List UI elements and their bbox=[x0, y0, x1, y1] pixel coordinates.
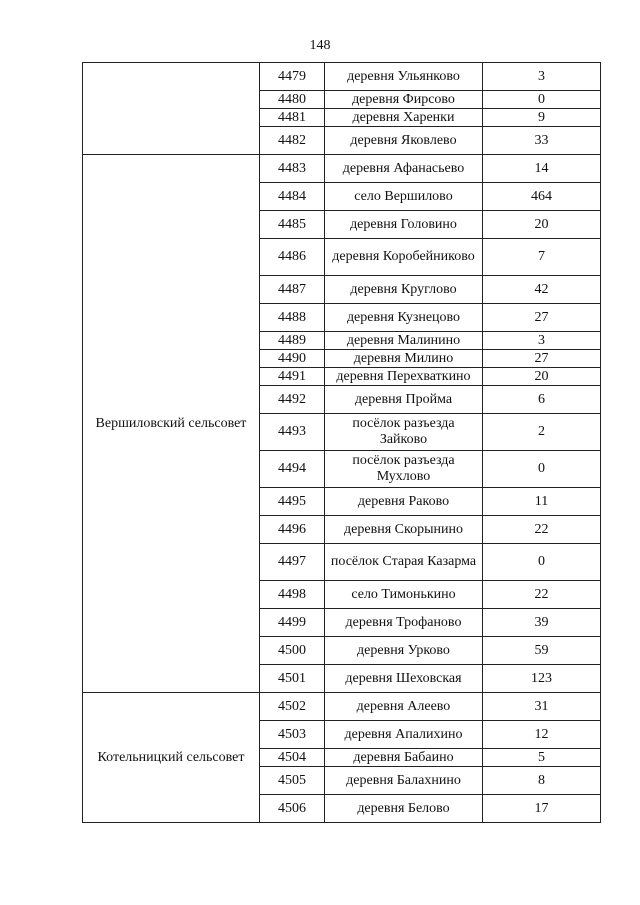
population-cell: 3 bbox=[483, 63, 601, 91]
settlement-name-cell: деревня Апалихино bbox=[325, 721, 483, 749]
row-number-cell: 4499 bbox=[260, 609, 325, 637]
settlement-name-cell: деревня Коробейниково bbox=[325, 239, 483, 276]
row-number-cell: 4489 bbox=[260, 332, 325, 350]
settlement-name-cell: посёлок разъезда Зайково bbox=[325, 414, 483, 451]
row-number-cell: 4479 bbox=[260, 63, 325, 91]
district-cell bbox=[83, 63, 260, 155]
row-number-cell: 4487 bbox=[260, 276, 325, 304]
settlement-name-cell: деревня Скорынино bbox=[325, 516, 483, 544]
row-number-cell: 4491 bbox=[260, 368, 325, 386]
settlement-name-cell: посёлок разъезда Мухлово bbox=[325, 451, 483, 488]
population-cell: 39 bbox=[483, 609, 601, 637]
population-cell: 22 bbox=[483, 581, 601, 609]
row-number-cell: 4503 bbox=[260, 721, 325, 749]
row-number-cell: 4494 bbox=[260, 451, 325, 488]
row-number-cell: 4484 bbox=[260, 183, 325, 211]
row-number-cell: 4502 bbox=[260, 693, 325, 721]
row-number-cell: 4497 bbox=[260, 544, 325, 581]
row-number-cell: 4480 bbox=[260, 91, 325, 109]
row-number-cell: 4482 bbox=[260, 127, 325, 155]
row-number-cell: 4492 bbox=[260, 386, 325, 414]
population-cell: 2 bbox=[483, 414, 601, 451]
settlement-name-cell: деревня Малинино bbox=[325, 332, 483, 350]
row-number-cell: 4493 bbox=[260, 414, 325, 451]
settlement-name-cell: деревня Раково bbox=[325, 488, 483, 516]
row-number-cell: 4488 bbox=[260, 304, 325, 332]
district-cell: Котельницкий сельсовет bbox=[83, 693, 260, 823]
row-number-cell: 4498 bbox=[260, 581, 325, 609]
settlement-name-cell: деревня Пройма bbox=[325, 386, 483, 414]
settlement-name-cell: деревня Афанасьево bbox=[325, 155, 483, 183]
population-cell: 59 bbox=[483, 637, 601, 665]
population-cell: 3 bbox=[483, 332, 601, 350]
page-number: 148 bbox=[309, 38, 331, 53]
population-cell: 22 bbox=[483, 516, 601, 544]
settlement-name-cell: деревня Шеховская bbox=[325, 665, 483, 693]
population-cell: 0 bbox=[483, 544, 601, 581]
settlement-name-cell: деревня Перехваткино bbox=[325, 368, 483, 386]
settlement-name-cell: посёлок Старая Казарма bbox=[325, 544, 483, 581]
settlement-name-cell: деревня Яковлево bbox=[325, 127, 483, 155]
row-number-cell: 4505 bbox=[260, 767, 325, 795]
population-cell: 11 bbox=[483, 488, 601, 516]
population-cell: 20 bbox=[483, 368, 601, 386]
settlement-name-cell: деревня Алеево bbox=[325, 693, 483, 721]
population-cell: 464 bbox=[483, 183, 601, 211]
row-number-cell: 4485 bbox=[260, 211, 325, 239]
settlement-name-cell: деревня Бабаино bbox=[325, 749, 483, 767]
table-row bbox=[83, 63, 601, 91]
district-cell: Вершиловский сельсовет bbox=[83, 155, 260, 693]
settlement-name-cell: деревня Круглово bbox=[325, 276, 483, 304]
population-cell: 9 bbox=[483, 109, 601, 127]
row-number-cell: 4496 bbox=[260, 516, 325, 544]
row-number-cell: 4490 bbox=[260, 350, 325, 368]
population-cell: 8 bbox=[483, 767, 601, 795]
settlement-name-cell: деревня Кузнецово bbox=[325, 304, 483, 332]
population-cell: 0 bbox=[483, 451, 601, 488]
population-cell: 20 bbox=[483, 211, 601, 239]
settlements-table bbox=[82, 62, 601, 823]
row-number-cell: 4486 bbox=[260, 239, 325, 276]
settlement-name-cell: село Тимонькино bbox=[325, 581, 483, 609]
population-cell: 7 bbox=[483, 239, 601, 276]
population-cell: 5 bbox=[483, 749, 601, 767]
population-cell: 27 bbox=[483, 304, 601, 332]
settlement-name-cell: деревня Балахнино bbox=[325, 767, 483, 795]
settlement-name-cell: деревня Милино bbox=[325, 350, 483, 368]
settlement-name-cell: деревня Харенки bbox=[325, 109, 483, 127]
row-number-cell: 4495 bbox=[260, 488, 325, 516]
population-cell: 31 bbox=[483, 693, 601, 721]
row-number-cell: 4504 bbox=[260, 749, 325, 767]
population-cell: 0 bbox=[483, 91, 601, 109]
population-cell: 12 bbox=[483, 721, 601, 749]
population-cell: 123 bbox=[483, 665, 601, 693]
settlement-name-cell: деревня Фирсово bbox=[325, 91, 483, 109]
row-number-cell: 4481 bbox=[260, 109, 325, 127]
settlement-name-cell: деревня Трофаново bbox=[325, 609, 483, 637]
population-cell: 17 bbox=[483, 795, 601, 823]
table-row bbox=[83, 155, 601, 183]
settlement-name-cell: деревня Головино bbox=[325, 211, 483, 239]
settlement-name-cell: село Вершилово bbox=[325, 183, 483, 211]
row-number-cell: 4500 bbox=[260, 637, 325, 665]
table-row bbox=[83, 693, 601, 721]
settlement-name-cell: деревня Ульянково bbox=[325, 63, 483, 91]
population-cell: 14 bbox=[483, 155, 601, 183]
row-number-cell: 4501 bbox=[260, 665, 325, 693]
population-cell: 33 bbox=[483, 127, 601, 155]
settlement-name-cell: деревня Белово bbox=[325, 795, 483, 823]
population-cell: 42 bbox=[483, 276, 601, 304]
row-number-cell: 4483 bbox=[260, 155, 325, 183]
row-number-cell: 4506 bbox=[260, 795, 325, 823]
settlement-name-cell: деревня Урково bbox=[325, 637, 483, 665]
population-cell: 6 bbox=[483, 386, 601, 414]
population-cell: 27 bbox=[483, 350, 601, 368]
